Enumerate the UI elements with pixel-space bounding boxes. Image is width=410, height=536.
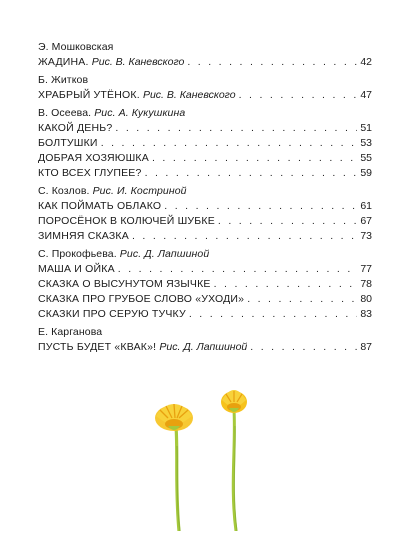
author-name: В. Осеева. — [38, 107, 92, 119]
dot-leader — [152, 151, 357, 166]
page-number: 42 — [360, 56, 372, 68]
section-illustrator: Рис. А. Кукушкина — [94, 107, 186, 119]
toc-entry[interactable] — [38, 340, 372, 355]
author-name: Э. Мошковская — [38, 41, 114, 53]
dot-leader — [247, 292, 357, 307]
author-name: С. Прокофьева. — [38, 248, 117, 260]
page-number: 83 — [360, 308, 372, 320]
entry-title: БОЛТУШКИ — [38, 137, 98, 149]
section-illustrator: Рис. Д. Лапшиной — [119, 248, 210, 260]
toc-entry[interactable] — [38, 88, 372, 103]
toc-entry[interactable] — [38, 307, 372, 322]
author-heading — [38, 184, 372, 199]
dot-leader — [118, 262, 357, 277]
toc-entry[interactable] — [38, 262, 372, 277]
toc-entry[interactable] — [38, 121, 372, 136]
author-name: Е. Карганова — [38, 326, 103, 338]
toc-entry[interactable] — [38, 277, 372, 292]
toc-entry[interactable] — [38, 292, 372, 307]
toc-entry[interactable] — [38, 166, 372, 181]
toc-entry[interactable] — [38, 214, 372, 229]
section-illustrator: Рис. И. Костриной — [92, 185, 187, 197]
page-number: 87 — [360, 341, 372, 353]
entry-title: ПУСТЬ БУДЕТ «КВАК»! Рис. Д. Лапшиной — [38, 341, 248, 353]
entry-title: ХРАБРЫЙ УТЁНОК. Рис. В. Каневского — [38, 89, 236, 101]
entry-title: ДОБРАЯ ХОЗЯЮШКА — [38, 152, 149, 164]
page-number: 80 — [360, 293, 372, 305]
dot-leader — [115, 121, 357, 136]
page-number: 78 — [360, 278, 372, 290]
dot-leader — [218, 214, 357, 229]
author-heading — [38, 73, 372, 88]
page-number: 77 — [360, 263, 372, 275]
page-number: 47 — [360, 89, 372, 101]
dot-leader — [164, 199, 357, 214]
author-heading — [38, 247, 372, 262]
author-name: Б. Житков — [38, 74, 89, 86]
page-number: 53 — [360, 137, 372, 149]
dot-leader — [250, 340, 357, 355]
dot-leader — [101, 136, 357, 151]
author-heading — [38, 40, 372, 55]
toc-entry[interactable] — [38, 55, 372, 70]
toc-entry[interactable] — [38, 151, 372, 166]
page-number: 67 — [360, 215, 372, 227]
page-number: 55 — [360, 152, 372, 164]
entry-title: КТО ВСЕХ ГЛУПЕЕ? — [38, 167, 142, 179]
page-number: 51 — [360, 122, 372, 134]
toc-entry[interactable] — [38, 229, 372, 244]
entry-title: МАША И ОЙКА — [38, 263, 115, 275]
author-heading — [38, 106, 372, 121]
entry-illustrator: Рис. В. Каневского — [142, 89, 236, 101]
entry-title: КАКОЙ ДЕНЬ? — [38, 122, 113, 134]
entry-title: СКАЗКИ ПРО СЕРУЮ ТУЧКУ — [38, 308, 186, 320]
table-of-contents — [38, 40, 372, 355]
dot-leader — [187, 55, 357, 70]
page-number: 61 — [360, 200, 372, 212]
entry-title: ПОРОСЁНОК В КОЛЮЧЕЙ ШУБКЕ — [38, 215, 215, 227]
page-number: 73 — [360, 230, 372, 242]
entry-illustrator: Рис. Д. Лапшиной — [159, 341, 248, 353]
author-heading — [38, 325, 372, 340]
author-name: С. Козлов. — [38, 185, 90, 197]
dandelion-flowers-icon — [150, 386, 270, 531]
entry-illustrator: Рис. В. Каневского — [91, 56, 185, 68]
dot-leader — [132, 229, 357, 244]
page-number: 59 — [360, 167, 372, 179]
dot-leader — [214, 277, 357, 292]
dot-leader — [145, 166, 357, 181]
entry-title: ЗИМНЯЯ СКАЗКА — [38, 230, 129, 242]
dot-leader — [189, 307, 357, 322]
entry-title: ЖАДИНА. Рис. В. Каневского — [38, 56, 185, 68]
toc-entry[interactable] — [38, 136, 372, 151]
dot-leader — [239, 88, 357, 103]
entry-title: СКАЗКА О ВЫСУНУТОМ ЯЗЫЧКЕ — [38, 278, 211, 290]
entry-title: СКАЗКА ПРО ГРУБОЕ СЛОВО «УХОДИ» — [38, 293, 245, 305]
entry-title: КАК ПОЙМАТЬ ОБЛАКО — [38, 200, 162, 212]
toc-entry[interactable] — [38, 199, 372, 214]
